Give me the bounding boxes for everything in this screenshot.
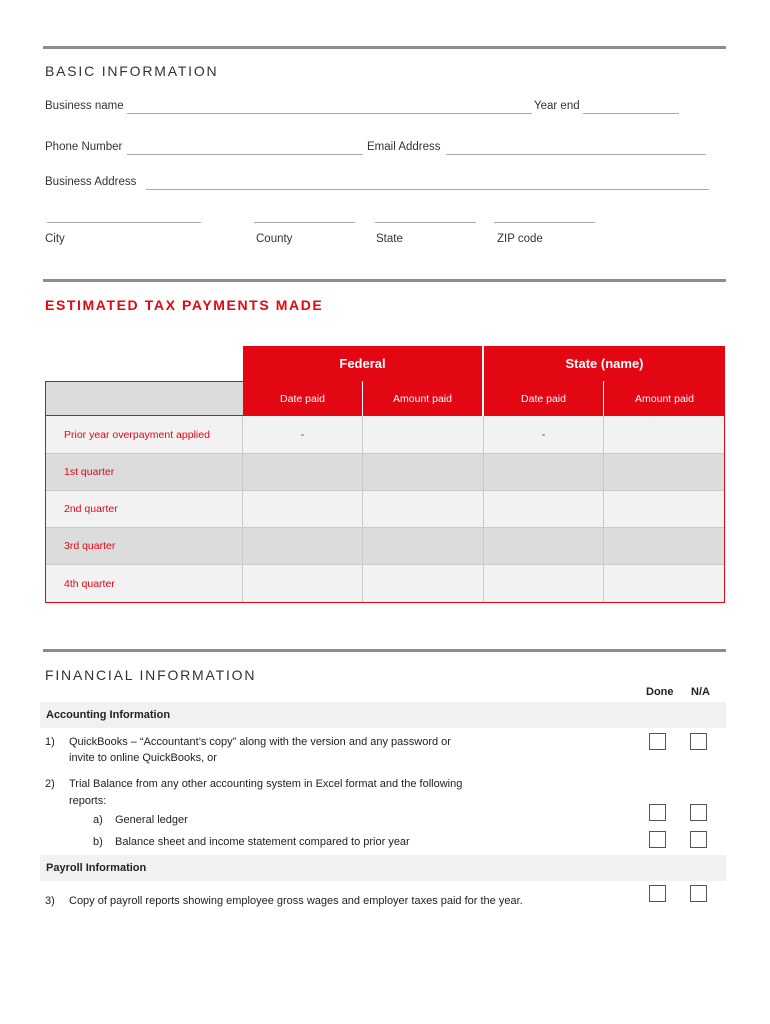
payroll-information-heading: Payroll Information: [40, 855, 726, 881]
row-label-q1: 1st quarter: [45, 454, 243, 491]
federal-header: Federal: [243, 346, 483, 381]
financial-divider: [43, 649, 726, 652]
item2b-text: Balance sheet and income statement compared to prior year: [115, 836, 410, 848]
state-date-prior-year[interactable]: -: [484, 416, 604, 454]
federal-date-q4[interactable]: [243, 565, 363, 603]
item2-line1: Trial Balance from any other accounting system in Excel format and the following: [69, 778, 463, 790]
item1-number: 1): [45, 736, 55, 748]
state-header: State (name): [484, 346, 725, 381]
county-label: County: [256, 233, 293, 245]
tax-divider: [43, 279, 726, 282]
state-label: State: [376, 233, 403, 245]
row-label-q2: 2nd quarter: [45, 491, 243, 528]
state-amount-paid-header: Amount paid: [604, 381, 725, 416]
subheader-blank: [45, 381, 243, 416]
phone-number-field[interactable]: [127, 154, 363, 155]
financial-information-title: FINANCIAL INFORMATION: [45, 667, 257, 683]
email-address-field[interactable]: [446, 154, 706, 155]
year-end-label: Year end: [534, 100, 580, 112]
item2b-done-checkbox[interactable]: [649, 831, 666, 848]
item3-text: Copy of payroll reports showing employee gross wages and employer taxes paid for the year.: [69, 895, 523, 907]
federal-amount-paid-header: Amount paid: [363, 381, 483, 416]
item2a-done-checkbox[interactable]: [649, 804, 666, 821]
state-amount-q2[interactable]: [604, 491, 725, 528]
state-date-q1[interactable]: [484, 454, 604, 491]
state-amount-prior-year[interactable]: [604, 416, 725, 454]
federal-date-paid-header: Date paid: [243, 381, 363, 416]
item1-done-checkbox[interactable]: [649, 733, 666, 750]
phone-number-label: Phone Number: [45, 141, 123, 153]
federal-amount-q2[interactable]: [363, 491, 484, 528]
business-address-field[interactable]: [146, 189, 709, 190]
state-date-q3[interactable]: [484, 528, 604, 565]
done-column-header: Done: [646, 686, 674, 698]
state-date-paid-header: Date paid: [484, 381, 604, 416]
top-divider: [43, 46, 726, 49]
federal-amount-prior-year[interactable]: [363, 416, 484, 454]
row-label-prior-year: Prior year overpayment applied: [45, 416, 243, 454]
item1-na-checkbox[interactable]: [690, 733, 707, 750]
item2a-text: General ledger: [115, 814, 188, 826]
federal-date-q1[interactable]: [243, 454, 363, 491]
email-address-label: Email Address: [367, 141, 441, 153]
item3-na-checkbox[interactable]: [690, 885, 707, 902]
year-end-field[interactable]: [583, 113, 679, 114]
state-date-q4[interactable]: [484, 565, 604, 603]
item3-number: 3): [45, 895, 55, 907]
accounting-information-heading: Accounting Information: [40, 702, 726, 728]
item1-line2: invite to online QuickBooks, or: [69, 752, 217, 764]
row-label-q4: 4th quarter: [45, 565, 243, 603]
federal-amount-q4[interactable]: [363, 565, 484, 603]
state-amount-q4[interactable]: [604, 565, 725, 603]
estimated-tax-title: ESTIMATED TAX PAYMENTS MADE: [45, 297, 324, 313]
row-label-q3: 3rd quarter: [45, 528, 243, 565]
state-amount-q3[interactable]: [604, 528, 725, 565]
zip-field[interactable]: [494, 222, 595, 223]
item1-line1: QuickBooks – “Accountant’s copy” along with the version and any password or: [69, 736, 451, 748]
item2b-letter: b): [93, 836, 103, 848]
state-field[interactable]: [375, 222, 476, 223]
federal-amount-q1[interactable]: [363, 454, 484, 491]
na-column-header: N/A: [691, 686, 710, 698]
business-name-label: Business name: [45, 100, 124, 112]
item3-done-checkbox[interactable]: [649, 885, 666, 902]
federal-date-prior-year[interactable]: -: [243, 416, 363, 454]
state-amount-q1[interactable]: [604, 454, 725, 491]
item2a-na-checkbox[interactable]: [690, 804, 707, 821]
item2a-letter: a): [93, 814, 103, 826]
basic-information-title: BASIC INFORMATION: [45, 63, 219, 79]
item2b-na-checkbox[interactable]: [690, 831, 707, 848]
federal-date-q2[interactable]: [243, 491, 363, 528]
federal-amount-q3[interactable]: [363, 528, 484, 565]
business-address-label: Business Address: [45, 176, 137, 188]
county-field[interactable]: [254, 222, 355, 223]
city-label: City: [45, 233, 65, 245]
business-name-field[interactable]: [127, 113, 532, 114]
city-field[interactable]: [47, 222, 201, 223]
zip-label: ZIP code: [497, 233, 543, 245]
item2-number: 2): [45, 778, 55, 790]
state-date-q2[interactable]: [484, 491, 604, 528]
federal-date-q3[interactable]: [243, 528, 363, 565]
item2-line2: reports:: [69, 795, 107, 807]
